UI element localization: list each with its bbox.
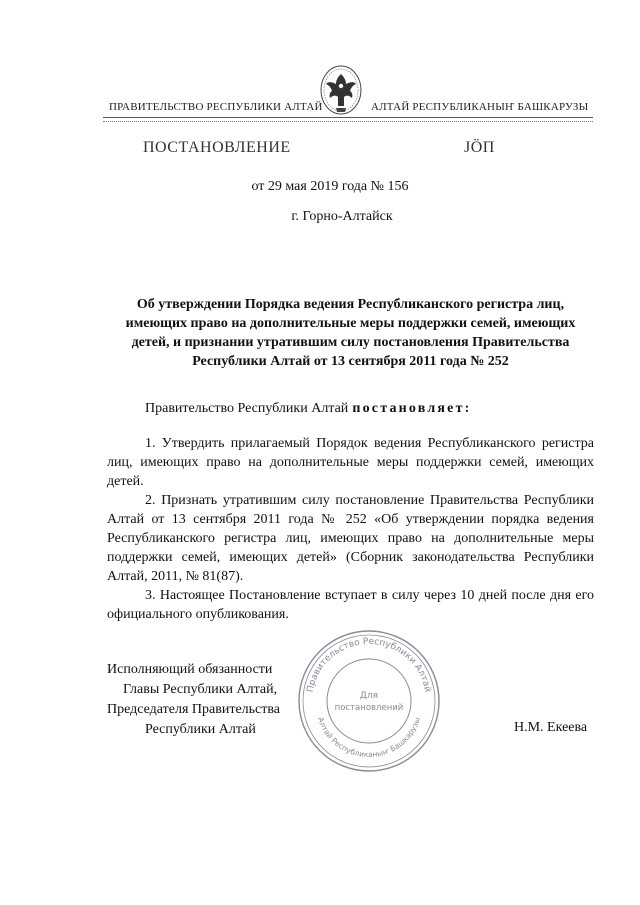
government-name-altai: АЛТАЙ РЕСПУБЛИКАНЫҤ БАШКАРУЗЫ bbox=[371, 101, 589, 113]
document-type-altai: ЈӦП bbox=[464, 139, 495, 156]
body-item-2: 2. Признать утратившим силу постановление Правительства Республики Алтай от 13 сентября 2011 года № 252 «Об утверждении порядка ведения Республиканского регистра лиц, имеющих право на дополнительные меры поддержки семей, имеющих детей» (Сборник законодательства Республики Алтай, 2011, № 81(87). bbox=[107, 493, 594, 584]
signatory-line-2: Главы Республики Алтай, bbox=[123, 682, 278, 697]
stamp-center-line2: постановлений bbox=[334, 703, 404, 713]
document-body bbox=[107, 434, 594, 624]
date-number-text: от 29 мая 2019 года № 156 bbox=[251, 179, 409, 194]
header-divider-dotted bbox=[103, 121, 593, 122]
stamp-ring-text-bottom: Алтай Республиканыҥ Башкарузы bbox=[316, 716, 422, 760]
city-text: г. Горно-Алтайск bbox=[291, 209, 393, 224]
body-item-1: 1. Утвердить прилагаемый Порядок ведения Республиканского регистра лиц, имеющих право на дополнительные меры поддержки семей, имеющих детей. bbox=[107, 436, 594, 489]
document-city bbox=[0, 209, 640, 225]
preamble-verb: постановляет: bbox=[352, 401, 472, 416]
government-name-ru: ПРАВИТЕЛЬСТВО РЕСПУБЛИКИ АЛТАЙ bbox=[109, 101, 323, 113]
document-type-ru: ПОСТАНОВЛЕНИЕ bbox=[143, 139, 291, 156]
stamp-center-line1: Для bbox=[359, 691, 379, 701]
signatory-line-1: Исполняющий обязанности bbox=[107, 662, 273, 677]
eagle-emblem-icon bbox=[318, 64, 364, 120]
signatory-name: Н.М. Екеева bbox=[514, 720, 588, 735]
preamble bbox=[145, 401, 472, 417]
official-stamp bbox=[294, 626, 444, 776]
signatory-line-3: Председателя Правительства bbox=[107, 702, 281, 717]
body-item-3: 3. Настоящее Постановление вступает в силу через 10 дней после дня его официального опубликования. bbox=[107, 588, 594, 622]
preamble-text: Правительство Республики Алтай bbox=[145, 401, 349, 416]
document-date-number bbox=[0, 179, 640, 195]
signatory-block bbox=[107, 660, 307, 740]
document-title: Об утверждении Порядка ведения Республиканского регистра лиц, имеющих право на дополнительные меры поддержки семей, имеющих детей, и признании утратившим силу постановления Правительства Республики Алтай от 13 сентября 2011 года № 252 bbox=[125, 297, 576, 369]
signatory-line-4: Республики Алтай bbox=[145, 722, 256, 737]
stamp-ring-text: Правительство Республики Алтай bbox=[305, 636, 433, 694]
header-divider bbox=[103, 117, 593, 118]
